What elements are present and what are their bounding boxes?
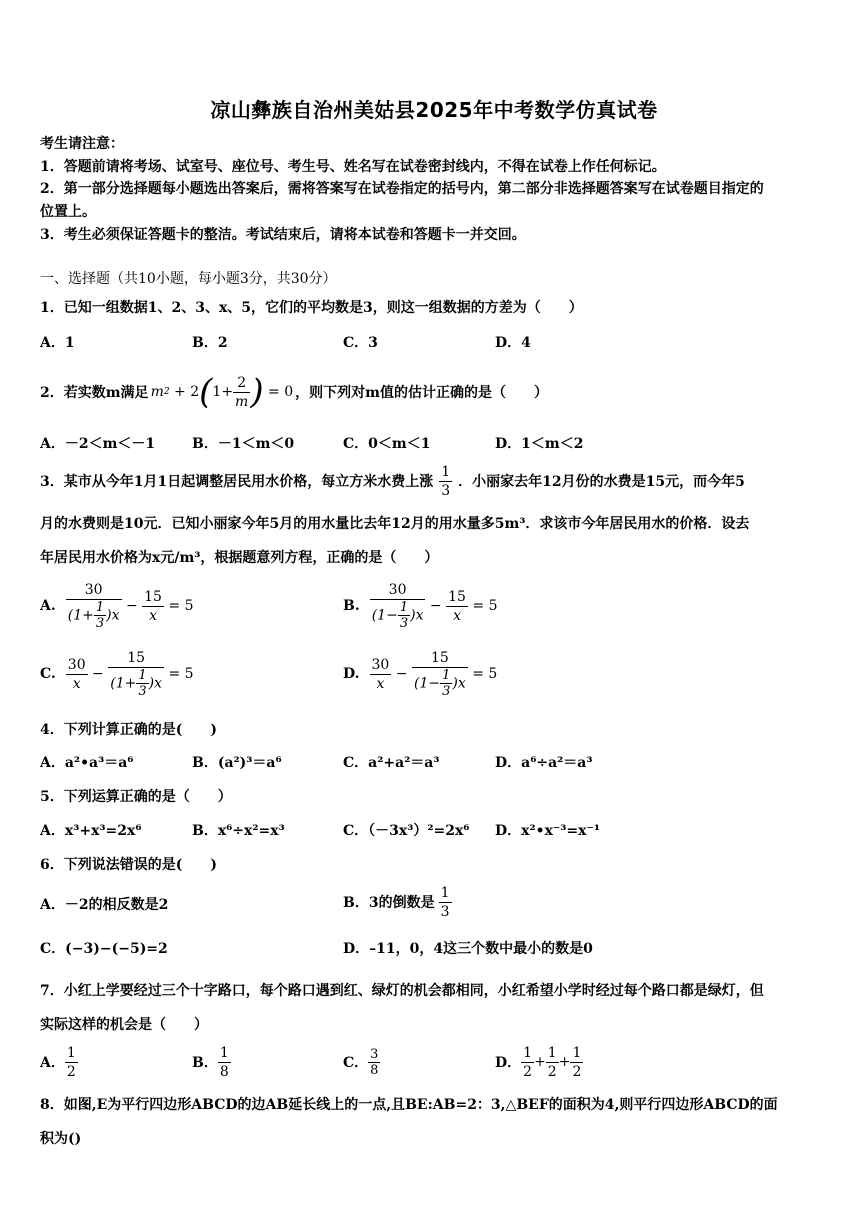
q8-line1: 8．如图,E为平行四边形ABCD的边AB延长线上的一点,且BE:AB=2：3,△BEF的面积为4,则平行四边形ABCD的面 bbox=[40, 1097, 778, 1113]
q7-line2: 实际这样的机会是（ ） bbox=[40, 1017, 208, 1033]
q4-option-c: C．a²+a²＝a³ bbox=[343, 755, 440, 771]
q7-option-c-label: C． bbox=[343, 1055, 369, 1071]
q5-option-b: B．x⁶÷x²=x³ bbox=[192, 823, 285, 839]
q4-stem: 4．下列计算正确的是( ) bbox=[40, 722, 217, 738]
notice-heading: 考生请注意： bbox=[40, 136, 124, 152]
q5-option-d: D．x²•x⁻³=x⁻¹ bbox=[495, 823, 601, 839]
section-heading: 一、选择题（共10小题，每小题3分，共30分） bbox=[40, 271, 337, 287]
q5-stem: 5．下列运算正确的是（ ） bbox=[40, 789, 232, 805]
q1-option-c: C．3 bbox=[343, 335, 378, 351]
q6-option-b bbox=[343, 882, 452, 922]
q6-option-b-text: B．3的倒数是 bbox=[343, 895, 435, 911]
q5-option-c: C．（－3x³）²=2x⁶ bbox=[343, 823, 470, 839]
q1-stem: 1．已知一组数据1、2、3、x、5，它们的平均数是3，则这一组数据的方差为（ ） bbox=[40, 300, 583, 316]
q3-option-d bbox=[343, 644, 497, 704]
q7-option-a-label: A． bbox=[40, 1055, 65, 1071]
q8-line2: 积为() bbox=[40, 1131, 82, 1147]
q3-option-a-label: A. bbox=[40, 598, 56, 614]
q3-option-c-formula: $\frac{30}{x}$ − 15 (1+ $\frac{1}{3}$ )x = 5 bbox=[67, 650, 194, 699]
q7-option-d-fraction-2: $\frac{1}{2}$ bbox=[547, 1044, 557, 1080]
q2-prefix: 2．若实数m满足 bbox=[40, 385, 149, 401]
q2-equation: m 2 + 2 ( 1+ $\frac{2}{m}$ ) = 0 bbox=[150, 372, 294, 412]
q1-option-d: D．4 bbox=[495, 335, 531, 351]
q7-option-d-fraction-1: $\frac{1}{2}$ bbox=[523, 1044, 533, 1080]
q1-option-b: B．2 bbox=[192, 335, 228, 351]
q7-option-d-fraction-3: $\frac{1}{2}$ bbox=[572, 1044, 582, 1080]
q3-line2: 月的水费则是10元．已知小丽家今年5月的用水量比去年12月的用水量多5m³．求该市今年居民用水的价格．设去 bbox=[40, 516, 750, 532]
q6-stem: 6．下列说法错误的是( ) bbox=[40, 857, 217, 873]
notice-item-2: 2．第一部分选择题每小题选出答案后，需将答案写在试卷指定的括号内，第二部分非选择题答案写在试卷题目指定的 bbox=[40, 181, 764, 197]
q7-option-c-fraction: $\frac{3}{8}$ bbox=[370, 1046, 379, 1078]
page-title: 凉山彝族自治州美姑县2025年中考数学仿真试卷 bbox=[210, 98, 658, 122]
q4-option-d: D．a⁶÷a²＝a³ bbox=[495, 755, 593, 771]
notice-item-2-cont: 位置上。 bbox=[40, 204, 96, 220]
q3-option-b bbox=[343, 576, 497, 636]
q2-stem bbox=[40, 370, 548, 414]
q3-option-d-formula: $\frac{30}{x}$ − 15 (1− $\frac{1}{3}$ )x = 5 bbox=[371, 650, 498, 699]
q3-option-a-formula: 30 (1+ $\frac{1}{3}$ )x − $\frac{15}{x}$ = 5 bbox=[67, 582, 194, 631]
q6-option-d: D．–11，0，4这三个数中最小的数是0 bbox=[343, 941, 593, 957]
q3-option-d-label: D. bbox=[343, 666, 360, 682]
q3-option-b-label: B. bbox=[343, 598, 360, 614]
q7-option-b bbox=[192, 1040, 231, 1084]
q2-option-c: C．0＜m＜1 bbox=[343, 436, 431, 452]
q2-option-a: A．－2＜m＜－1 bbox=[40, 436, 156, 452]
q3-line1a: 3．某市从今年1月1日起调整居民用水价格，每立方米水费上涨 bbox=[40, 474, 434, 490]
q7-option-b-label: B． bbox=[192, 1055, 218, 1071]
q4-option-a: A．a²•a³＝a⁶ bbox=[40, 755, 134, 771]
notice-item-1: 1．答题前请将考场、试室号、座位号、考生号、姓名写在试卷密封线内，不得在试卷上作任何标记。 bbox=[40, 159, 666, 175]
q3-option-c-label: C. bbox=[40, 666, 56, 682]
q3-option-a bbox=[40, 576, 194, 636]
q5-option-a: A．x³+x³=2x⁶ bbox=[40, 823, 142, 839]
q7-line1: 7．小红上学要经过三个十字路口，每个路口遇到红、绿灯的机会都相同，小红希望小学时经过每个路口都是绿灯，但 bbox=[40, 983, 764, 999]
q2-option-d: D．1＜m＜2 bbox=[495, 436, 584, 452]
q2-option-b: B．－1＜m＜0 bbox=[192, 436, 295, 452]
q3-line1b: ．小丽家去年12月份的水费是15元，而今年5 bbox=[458, 474, 745, 490]
q2-suffix: ，则下列对m值的估计正确的是（ ） bbox=[295, 385, 548, 401]
q3-fraction: $\frac{1}{3}$ bbox=[441, 463, 451, 499]
q1-option-a: A．1 bbox=[40, 335, 75, 351]
q7-option-c bbox=[343, 1040, 380, 1084]
q3-option-b-formula: 30 (1− $\frac{1}{3}$ )x − $\frac{15}{x}$ = 5 bbox=[371, 582, 498, 631]
q7-option-d: D． $\frac{1}{2}$ + $\frac{1}{2}$ + $\frac{1}{2}$ bbox=[495, 1044, 582, 1080]
q7-option-a-fraction: $\frac{1}{2}$ bbox=[66, 1044, 76, 1080]
q3-option-c bbox=[40, 644, 194, 704]
q7-option-d-label: D． bbox=[495, 1055, 522, 1071]
q6-option-a: A．－2的相反数是2 bbox=[40, 897, 169, 913]
q3-line3: 年居民用水价格为x元/m³，根据题意列方程，正确的是（ ） bbox=[40, 550, 439, 566]
q3-line1 bbox=[40, 459, 745, 503]
q7-option-a bbox=[40, 1040, 78, 1084]
q6-option-b-fraction: $\frac{1}{3}$ bbox=[440, 884, 450, 920]
q4-option-b: B．(a²)³＝a⁶ bbox=[192, 755, 282, 771]
q6-option-c: C．(−3)−(−5)=2 bbox=[40, 941, 168, 957]
q7-option-b-fraction: $\frac{1}{8}$ bbox=[219, 1044, 229, 1080]
notice-item-3: 3．考生必须保证答题卡的整洁。考试结束后，请将本试卷和答题卡一并交回。 bbox=[40, 227, 526, 243]
